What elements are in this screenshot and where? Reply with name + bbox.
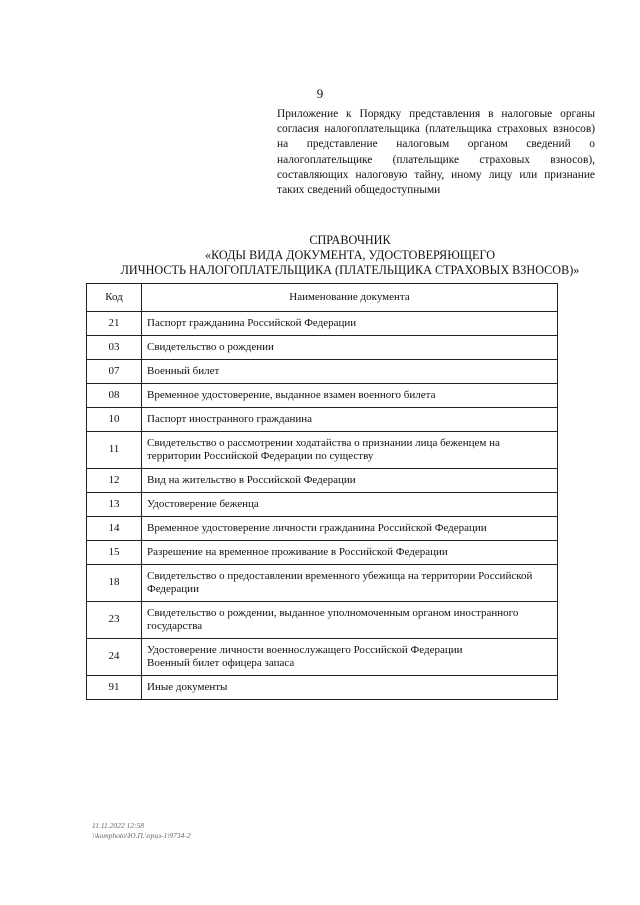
scan-stamp: [92, 821, 191, 840]
row-code: 14: [87, 517, 142, 541]
row-code: 03: [87, 336, 142, 360]
table-row: [87, 336, 558, 360]
table-row: [87, 493, 558, 517]
title-line-2: «КОДЫ ВИДА ДОКУМЕНТА, УДОСТОВЕРЯЮЩЕГО: [204, 247, 496, 262]
scan-stamp-timestamp: 11.11.2022 12:58: [92, 821, 145, 830]
row-name: Свидетельство о рождении, выданное уполномоченным органом иностранного государства: [142, 602, 558, 639]
title-line-3: ЛИЧНОСТЬ НАЛОГОПЛАТЕЛЬЩИКА (ПЛАТЕЛЬЩИКА СТРАХОВЫХ ВЗНОСОВ)»: [120, 262, 580, 277]
page-number: 9: [316, 86, 324, 101]
row-name: Военный билет: [142, 360, 558, 384]
table-header-row: [87, 284, 558, 312]
table-row: [87, 676, 558, 700]
row-code: 13: [87, 493, 142, 517]
appendix-note: Приложение к Порядку представления в налоговые органы согласия налогоплательщика (плательщика страховых взносов) на представление налоговым органом сведений о налогоплательщике (плательщике страховых взносов), составляющих налоговую тайну, иному лицу или признание таких сведений общедоступными: [277, 108, 595, 197]
row-code: 12: [87, 469, 142, 493]
header-code: Код: [87, 284, 142, 312]
table-row: [87, 384, 558, 408]
scan-stamp-path: \\komphoto\Ю.П.\приз-1\9734-2: [92, 830, 191, 840]
row-name: Временное удостоверение, выданное взамен военного билета: [142, 384, 558, 408]
row-code: 18: [87, 565, 142, 602]
row-code: 23: [87, 602, 142, 639]
row-name: Временное удостоверение личности гражданина Российской Федерации: [142, 517, 558, 541]
document-codes-table: [86, 283, 558, 700]
row-name: Вид на жительство в Российской Федерации: [142, 469, 558, 493]
row-name: Удостоверение беженца: [142, 493, 558, 517]
row-code: 07: [87, 360, 142, 384]
header-name: Наименование документа: [142, 284, 558, 312]
row-name: Паспорт гражданина Российской Федерации: [142, 312, 558, 336]
row-code: 24: [87, 639, 142, 676]
row-name: Удостоверение личности военнослужащего Российской Федерации Военный билет офицера запаса: [142, 639, 558, 676]
row-name: Разрешение на временное проживание в Российской Федерации: [142, 541, 558, 565]
row-code: 11: [87, 432, 142, 469]
table-row: [87, 517, 558, 541]
row-name: Свидетельство о предоставлении временного убежища на территории Российской Федерации: [142, 565, 558, 602]
table-row: [87, 639, 558, 676]
table-row: [87, 469, 558, 493]
table-row: [87, 408, 558, 432]
table-row: [87, 565, 558, 602]
table-row: [87, 432, 558, 469]
row-code: 21: [87, 312, 142, 336]
table-row: [87, 602, 558, 639]
title-line-1: СПРАВОЧНИК: [309, 233, 391, 247]
row-name: Иные документы: [142, 676, 558, 700]
row-name: Свидетельство о рассмотрении ходатайства о признании лица беженцем на территории Российской Федерации по существу: [142, 432, 558, 469]
row-name: Паспорт иностранного гражданина: [142, 408, 558, 432]
row-code: 10: [87, 408, 142, 432]
row-code: 91: [87, 676, 142, 700]
table-row: [87, 360, 558, 384]
row-code: 08: [87, 384, 142, 408]
table-row: [87, 541, 558, 565]
document-title: [100, 233, 600, 277]
table-row: [87, 312, 558, 336]
row-code: 15: [87, 541, 142, 565]
row-name: Свидетельство о рождении: [142, 336, 558, 360]
